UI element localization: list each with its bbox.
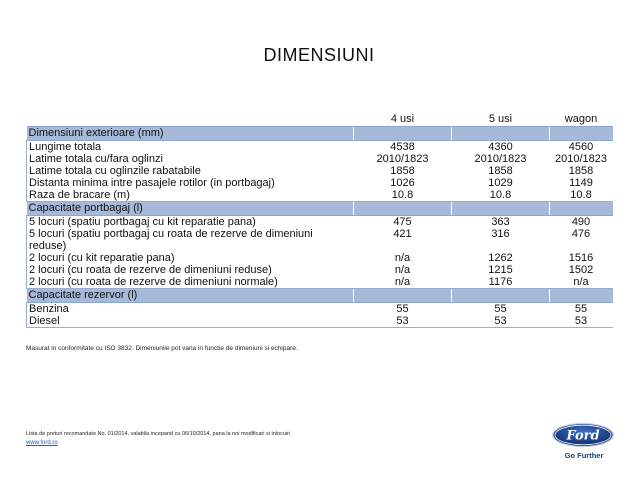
cell-value: 10.8 (452, 189, 550, 202)
cell-value: 1516 (568, 252, 594, 264)
column-header-5-usi: 5 usi (488, 113, 513, 125)
table-row (27, 315, 613, 328)
cell-value: 1502 (568, 264, 594, 276)
row-label: 2 locuri (cu kit reparatie pana) (27, 252, 354, 264)
table-row (27, 228, 613, 252)
section-heading: Capacitate rezervor (l) (27, 289, 354, 303)
cell-value: 1858 (390, 165, 415, 177)
section-heading: Capacitate portbagaj (l) (27, 202, 354, 216)
section-heading: Dimensiuni exterioare (mm) (27, 127, 354, 141)
row-label: 5 locuri (spatiu portbagaj cu kit reparatie pana) (27, 216, 354, 229)
cell-value: 2010/1823 (555, 153, 607, 165)
row-label: Distanta minima intre pasajele rotilor (in portbagaj) (27, 177, 354, 189)
row-label: 5 locuri (spatiu portbagaj cu roata de rezerve de dimeniuni reduse) (27, 228, 354, 252)
cell-value: 4538 (354, 141, 452, 154)
cell-value: 1215 (488, 264, 513, 276)
cell-value: 53 (550, 315, 613, 328)
measurement-note: Masurat in conformitate cu ISO 3832. Dimeniunile pot varia in functie de dimeniuni si echipare. (26, 345, 298, 352)
cell-value: 1858 (568, 165, 594, 177)
cell-value: 363 (452, 216, 550, 229)
table-row (27, 189, 613, 202)
table-row (27, 141, 613, 154)
dimensions-table (26, 113, 613, 328)
column-header-wagon: wagon (564, 113, 598, 125)
price-list-note: Lista de preturi recomandate No. 01/2014, valabila incepand cu 06/10/2014, pana la noi modificari si inlocuiri (26, 431, 291, 437)
row-label: Diesel (27, 315, 354, 328)
cell-value: 1858 (488, 165, 513, 177)
cell-value: n/a (550, 276, 613, 289)
cell-value: 476 (571, 228, 591, 240)
cell-value: 1029 (488, 177, 513, 189)
cell-value: 55 (550, 303, 613, 316)
cell-value: 2010/1823 (474, 153, 527, 165)
cell-value: 10.8 (354, 189, 452, 202)
cell-value: 53 (354, 315, 452, 328)
cell-value: n/a (394, 264, 411, 276)
row-label: Benzina (27, 303, 354, 316)
cell-value: 2010/1823 (376, 153, 429, 165)
table-row (27, 264, 613, 276)
website-link[interactable]: www.ford.ro (26, 440, 58, 446)
table-row (27, 303, 613, 316)
row-label: Raza de bracare (m) (27, 189, 354, 202)
column-header-empty (27, 113, 354, 127)
cell-value: 421 (393, 228, 412, 240)
cell-value: 1176 (452, 276, 550, 289)
section-header-rezervor (27, 289, 613, 303)
table-row (27, 177, 613, 189)
cell-value: 53 (452, 315, 550, 328)
ford-logo (551, 422, 615, 448)
table-row (27, 216, 613, 229)
row-label: 2 locuri (cu roata de rezerve de dimeniuni reduse) (27, 264, 354, 276)
dimensions-table-wrap (26, 113, 612, 328)
cell-value: 55 (354, 303, 452, 316)
section-header-portbagaj (27, 202, 613, 216)
row-label: 2 locuri (cu roata de rezerve de dimeniuni normale) (27, 276, 354, 289)
table-row (27, 153, 613, 165)
column-header-4-usi: 4 usi (390, 113, 415, 125)
cell-value: 475 (354, 216, 452, 229)
table-row (27, 252, 613, 264)
logo-text: Ford (566, 428, 600, 444)
page-title: DIMENSIUNI (263, 45, 375, 65)
cell-value: 4560 (550, 141, 613, 154)
cell-value: 10.8 (550, 189, 613, 202)
table-row (27, 276, 613, 289)
footer (26, 430, 290, 448)
cell-value: 4360 (452, 141, 550, 154)
cell-value: 1026 (390, 177, 415, 189)
tagline: Go Further (564, 451, 604, 460)
cell-value: n/a (354, 276, 452, 289)
cell-value: n/a (394, 252, 411, 264)
cell-value: 1149 (569, 177, 593, 189)
row-label: Lungime totala (27, 141, 354, 154)
row-label: Latime totala cu oglinzile rabatabile (27, 165, 354, 177)
cell-value: 316 (491, 228, 510, 240)
section-header-exterior (27, 127, 613, 141)
table-row (27, 165, 613, 177)
cell-value: 55 (452, 303, 550, 316)
row-label: Latime totala cu/fara oglinzi (27, 153, 354, 165)
column-header-row (27, 113, 613, 127)
cell-value: 490 (550, 216, 613, 229)
cell-value: 1262 (488, 252, 513, 264)
